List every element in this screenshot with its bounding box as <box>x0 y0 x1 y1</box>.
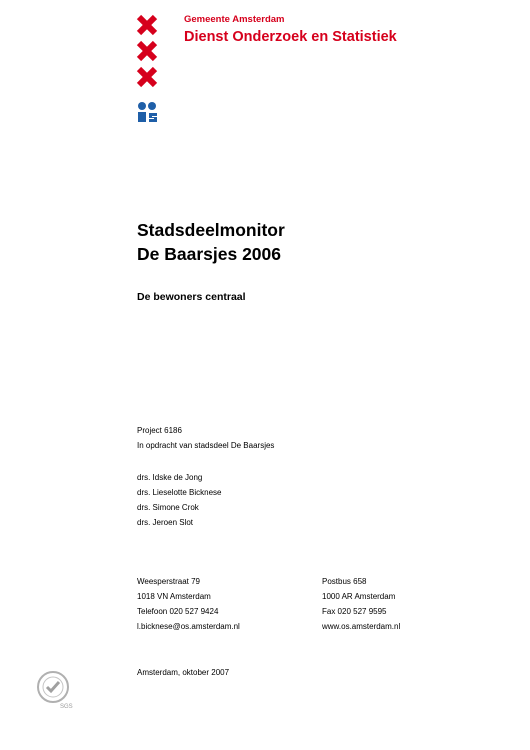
contact-address <box>137 574 240 634</box>
cross-icon <box>136 14 158 36</box>
street-address: Weesperstraat 79 <box>137 577 200 586</box>
department-name: Dienst Onderzoek en Statistiek <box>184 29 397 45</box>
postal-city: 1018 VN Amsterdam <box>137 592 211 601</box>
document-title <box>137 218 285 266</box>
website: www.os.amsterdam.nl <box>322 622 401 631</box>
municipality-name: Gemeente Amsterdam <box>184 14 285 25</box>
project-info <box>137 423 274 453</box>
postal-city: 1000 AR Amsterdam <box>322 592 396 601</box>
author: drs. Idske de Jong <box>137 473 203 482</box>
title-line-1: Stadsdeelmonitor <box>137 220 285 240</box>
os-logo-icon <box>137 101 159 123</box>
author: drs. Simone Crok <box>137 503 199 512</box>
organisation-header <box>184 14 397 46</box>
author: drs. Lieselotte Bicknese <box>137 488 222 497</box>
project-number: Project 6186 <box>137 426 182 435</box>
project-commission: In opdracht van stadsdeel De Baarsjes <box>137 441 275 450</box>
po-box: Postbus 658 <box>322 577 367 586</box>
phone-number: Telefoon 020 527 9424 <box>137 607 219 616</box>
publication-date: Amsterdam, oktober 2007 <box>137 668 230 677</box>
amsterdam-crosses-logo <box>136 14 158 92</box>
title-line-2: De Baarsjes 2006 <box>137 244 281 264</box>
document-subtitle: De bewoners centraal <box>137 291 246 303</box>
cross-icon <box>136 40 158 62</box>
author-list <box>137 470 222 530</box>
cross-icon <box>136 66 158 88</box>
certification-label: SGS <box>60 704 73 710</box>
contact-postal <box>322 574 400 634</box>
certification-seal-icon <box>36 670 73 710</box>
fax-number: Fax 020 527 9595 <box>322 607 387 616</box>
email-address: l.bicknese@os.amsterdam.nl <box>137 622 240 631</box>
author: drs. Jeroen Slot <box>137 518 194 527</box>
